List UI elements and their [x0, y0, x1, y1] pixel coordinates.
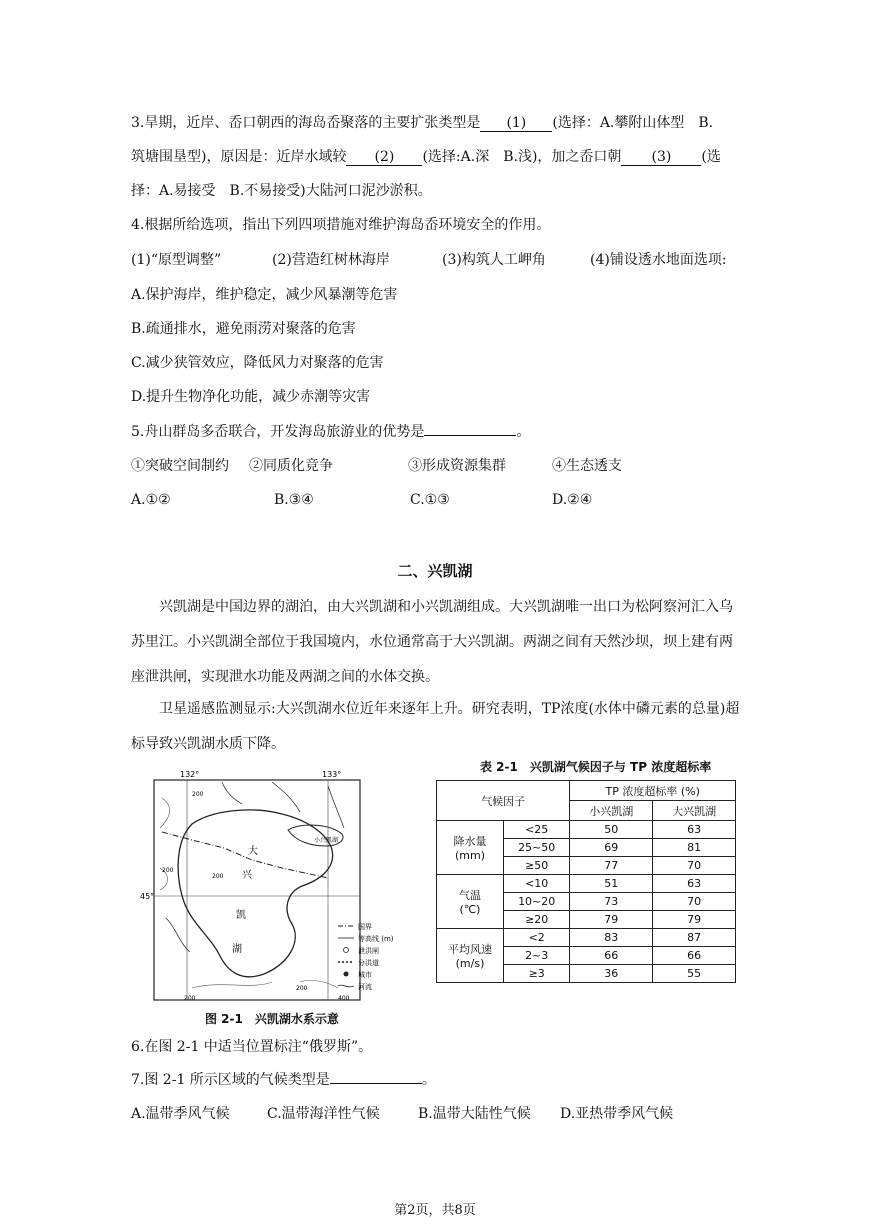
- lake-char: 兴: [242, 870, 252, 881]
- q5-item: ④生态透支: [552, 458, 622, 474]
- q4-item: (1)“原型调整”: [131, 252, 222, 268]
- q3-text: (选择:A.深 B.浅)，加之岙口朝: [422, 149, 622, 165]
- q4-item: (4)铺设透水地面选项:: [590, 252, 727, 268]
- contour-line: [192, 982, 272, 988]
- table-row: [437, 929, 736, 947]
- passage-paragraph-2: 卫星遥感监测显示:大兴凯湖水位近年来逐年上升。研究表明，TP浓度(水体中磷元素的总量)超标导致兴凯湖水质下降。: [131, 701, 740, 752]
- q5-option[interactable]: B.③④: [274, 492, 314, 508]
- factor-name: 气温: [459, 889, 481, 902]
- river: [222, 782, 242, 804]
- river: [272, 782, 300, 812]
- table-row: [437, 821, 736, 839]
- xingkai-lake-map: [132, 768, 394, 1006]
- answer-blank-q7[interactable]: [330, 1083, 422, 1084]
- q3-text: 筑塘围垦型)，原因是：近岸水域较: [131, 149, 347, 165]
- q5-option[interactable]: D.②④: [552, 492, 593, 508]
- range-cell: <10: [504, 875, 570, 893]
- small-lake-value: 66: [570, 947, 653, 965]
- factor-name: 降水量: [453, 835, 487, 848]
- lake-char: 大: [248, 846, 258, 857]
- big-lake-outline: [178, 810, 333, 977]
- small-lake-value: 50: [570, 821, 653, 839]
- range-cell: ≥50: [504, 857, 570, 875]
- range-cell: ≥20: [504, 911, 570, 929]
- legend-label: 城市: [358, 971, 372, 979]
- q4-option: A.保护海岸，维护稳定，减少风暴潮等危害: [131, 287, 398, 303]
- lon-label: 133°: [322, 770, 342, 779]
- legend-label: 等高线 (m): [358, 935, 394, 943]
- map-frame: [154, 780, 360, 1000]
- small-lake-value: 51: [570, 875, 653, 893]
- factor-name-cell: [437, 929, 504, 983]
- contour-value: 400: [338, 995, 350, 1002]
- small-lake-label: 小兴凯湖: [314, 837, 339, 844]
- q4-option: B.疏通排水，避免雨涝对聚落的危害: [131, 321, 356, 337]
- map-caption: 图 2-1 兴凯湖水系示意: [205, 1012, 339, 1026]
- page-footer: 第2页，共8页: [394, 1203, 476, 1218]
- big-lake-value: 66: [653, 947, 736, 965]
- factor-unit: (m/s): [455, 957, 485, 970]
- big-lake-value: 81: [653, 839, 736, 857]
- q3-text: (选择：A.攀附山体型 B.: [552, 115, 714, 131]
- range-cell: 25~50: [504, 839, 570, 857]
- range-cell: <2: [504, 929, 570, 947]
- q4-item: (3)构筑人工岬角: [442, 252, 546, 268]
- q5-stem-end: 。: [516, 424, 531, 440]
- range-cell: ≥3: [504, 965, 570, 983]
- q4-item: (2)营造红树林海岸: [272, 252, 390, 268]
- legend-label: 河流: [358, 983, 372, 991]
- q5-item: ①突破空间制约: [131, 458, 229, 474]
- lat-label: 45°: [140, 892, 155, 901]
- legend-label: 国界: [358, 923, 372, 931]
- q7-option[interactable]: B.温带大陆性气候: [418, 1106, 531, 1122]
- answer-blank-2[interactable]: (2): [346, 149, 422, 166]
- small-lake-value: 73: [570, 893, 653, 911]
- q7-stem-line: [131, 1071, 436, 1089]
- factor-name: 平均风速: [448, 943, 492, 956]
- big-lake-value: 87: [653, 929, 736, 947]
- q7-stem: 7.图 2-1 所示区域的气候类型是: [131, 1072, 330, 1088]
- big-lake-value: 70: [653, 893, 736, 911]
- range-cell: 10~20: [504, 893, 570, 911]
- table-row: [437, 875, 736, 893]
- q6: 6.在图 2-1 中适当位置标注“俄罗斯”。: [131, 1039, 373, 1055]
- legend-label: 泄洪闸: [358, 947, 379, 955]
- section-title: 二、兴凯湖: [397, 562, 473, 580]
- col-big-lake: 大兴凯湖: [653, 801, 736, 821]
- q7-option[interactable]: C.温带海洋性气候: [267, 1106, 380, 1122]
- lon-label: 132°: [180, 770, 200, 779]
- range-cell: <25: [504, 821, 570, 839]
- passage-paragraph-1: 兴凯湖是中国边界的湖泊，由大兴凯湖和小兴凯湖组成。大兴凯湖唯一出口为松阿察河汇入乌苏里江。小兴凯湖全部位于我国境内，水位通常高于大兴凯湖。两湖之间有天然沙坝，坝上建有两座泄洪闸，实现泄水功能及两湖之间的水体交换。: [131, 599, 733, 685]
- answer-blank-1[interactable]: (1): [480, 115, 552, 132]
- q5-stem: 5.舟山群岛多岙联合，开发海岛旅游业的优势是: [131, 424, 425, 440]
- contour-value: 200: [184, 995, 196, 1002]
- small-lake-value: 83: [570, 929, 653, 947]
- q3-text: 3.旱期，近岸、岙口朝西的海岛岙聚落的主要扩张类型是: [131, 115, 481, 131]
- big-lake-value: 63: [653, 875, 736, 893]
- legend-label: 分洪道: [358, 959, 379, 967]
- factor-name-cell: [437, 875, 504, 929]
- contour-value: 200: [212, 873, 224, 880]
- contour-value: 200: [192, 791, 204, 798]
- q4-stem: 4.根据所给选项，指出下列四项措施对维护海岛岙环境安全的作用。: [131, 217, 551, 233]
- small-lake-value: 77: [570, 857, 653, 875]
- range-cell: 2~3: [504, 947, 570, 965]
- map-legend: [338, 922, 394, 991]
- q7-option[interactable]: A.温带季风气候: [131, 1106, 230, 1122]
- q5-option[interactable]: C.①③: [410, 492, 450, 508]
- big-lake-value: 70: [653, 857, 736, 875]
- lake-char: 凯: [236, 910, 246, 921]
- factor-header: 气候因子: [437, 781, 570, 821]
- contour-line: [160, 798, 170, 828]
- small-lake-value: 36: [570, 965, 653, 983]
- small-lake-value: 79: [570, 911, 653, 929]
- big-lake-value: 55: [653, 965, 736, 983]
- q4-option: C.减少狭管效应，降低风力对聚落的危害: [131, 355, 384, 371]
- q3-line-3: 择：A.易接受 B.不易接受)大陆河口泥沙淤积。: [131, 183, 432, 199]
- tp-rate-table: [436, 780, 736, 983]
- q5-item: ③形成资源集群: [408, 458, 506, 474]
- q3-line-1: [131, 114, 713, 132]
- big-lake-value: 63: [653, 821, 736, 839]
- q5-stem-line: [131, 423, 530, 441]
- river: [328, 786, 344, 828]
- factor-name-cell: [437, 821, 504, 875]
- q3-text: (选: [701, 149, 721, 165]
- rate-header: TP 浓度超标率 (%): [570, 781, 736, 801]
- q3-line-2: [131, 148, 721, 166]
- lake-char: 湖: [232, 944, 242, 955]
- q5-option[interactable]: A.①②: [131, 492, 171, 508]
- col-small-lake: 小兴凯湖: [570, 801, 653, 821]
- answer-blank-3[interactable]: (3): [621, 149, 701, 166]
- q5-item: ②同质化竞争: [249, 458, 333, 474]
- factor-unit: (mm): [454, 849, 485, 862]
- contour-value: 200: [162, 867, 174, 874]
- river: [166, 918, 190, 952]
- answer-blank-q5[interactable]: [424, 435, 516, 436]
- table-caption: 表 2-1 兴凯湖气候因子与 TP 浓度超标率: [480, 760, 712, 774]
- small-lake-value: 69: [570, 839, 653, 857]
- q7-stem-end: 。: [421, 1072, 436, 1088]
- contour-value: 200: [296, 985, 308, 992]
- q4-option: D.提升生物净化功能，减少赤潮等灾害: [131, 389, 371, 405]
- big-lake-value: 79: [653, 911, 736, 929]
- q7-option[interactable]: D.亚热带季风气候: [560, 1106, 674, 1122]
- factor-unit: (℃): [459, 903, 481, 916]
